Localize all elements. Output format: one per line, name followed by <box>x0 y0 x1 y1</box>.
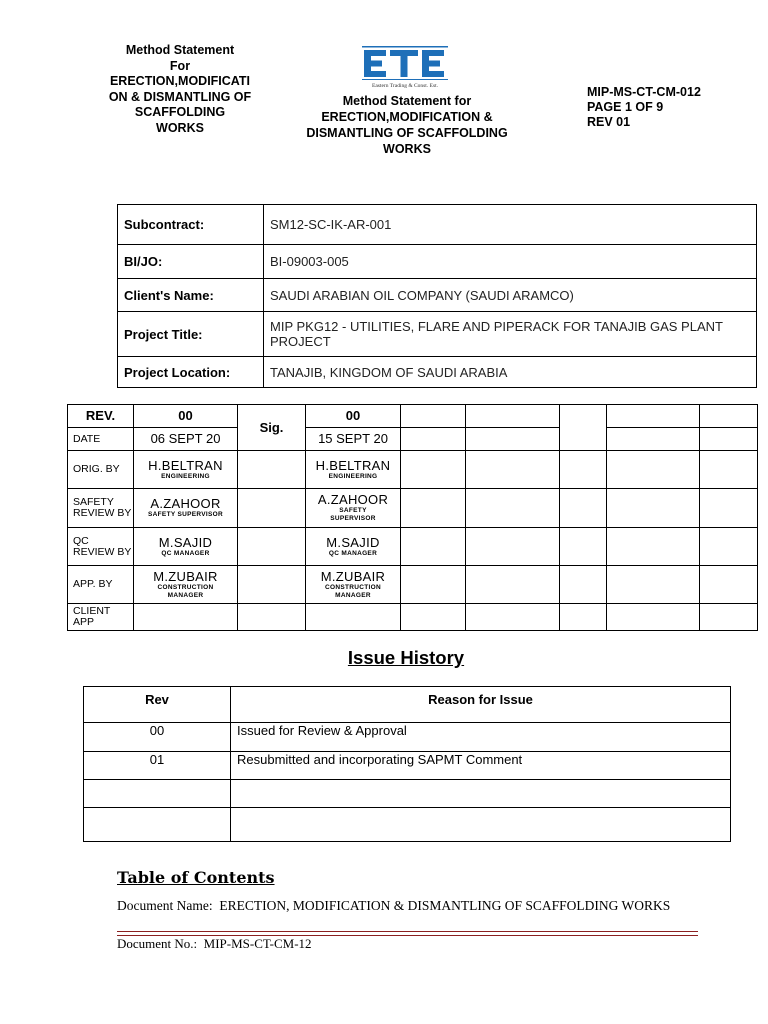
history-header-row <box>84 687 731 723</box>
header-center-line: Method Statement for <box>342 94 472 108</box>
empty-cell <box>607 528 700 566</box>
issue-history-title: Issue History <box>347 647 465 668</box>
signoff-label: SAFETY REVIEW BY <box>68 489 134 528</box>
date-value: 06 SEPT 20 <box>134 428 238 451</box>
info-value: MIP PKG12 - UTILITIES, FLARE AND PIPERACK FOR TANAJIB GAS PLANT PROJECT <box>264 312 757 357</box>
issue-history-table <box>83 686 731 842</box>
signoff-label: APP. BY <box>68 566 134 604</box>
signoff-entry <box>134 528 238 566</box>
empty-cell <box>466 528 560 566</box>
date-value: 15 SEPT 20 <box>306 428 401 451</box>
signer-name: A.ZAHOOR <box>150 496 221 511</box>
empty-cell <box>560 604 607 631</box>
signoff-label: QC REVIEW BY <box>68 528 134 566</box>
history-col-rev: Rev <box>84 687 231 723</box>
empty-cell <box>607 451 700 489</box>
header-center-line: WORKS <box>383 142 431 156</box>
signer-role: QC MANAGER <box>328 549 378 557</box>
header-left-line: Method Statement <box>125 43 235 57</box>
header-left-line: WORKS <box>156 120 204 135</box>
signoff-row <box>68 528 758 566</box>
empty-cell <box>560 489 607 528</box>
ete-logo-mark <box>362 42 448 94</box>
document-name-label: Document Name: <box>117 898 213 913</box>
signoff-entry <box>306 528 401 566</box>
empty-cell <box>607 428 700 451</box>
signoff-entry <box>134 489 238 528</box>
signature-cell <box>238 489 306 528</box>
info-row <box>118 205 757 245</box>
signoff-row <box>68 489 758 528</box>
info-value: TANAJIB, KINGDOM OF SAUDI ARABIA <box>264 357 757 388</box>
rev-value: 00 <box>134 405 238 428</box>
empty-cell <box>401 604 466 631</box>
empty-cell <box>401 405 466 428</box>
revision-number: REV 01 <box>587 115 631 129</box>
empty-cell <box>700 428 758 451</box>
signoff-entry <box>306 451 401 489</box>
date-row <box>68 428 758 451</box>
empty-cell <box>607 405 700 428</box>
history-col-reason: Reason for Issue <box>231 687 731 723</box>
history-reason: Issued for Review & Approval <box>231 723 731 752</box>
header-center-line: DISMANTLING OF SCAFFOLDING <box>306 126 508 140</box>
empty-cell <box>700 566 758 604</box>
signer-role: SAFETY SUPERVISOR <box>148 511 223 518</box>
signer-name: M.SAJID <box>158 534 213 550</box>
table-row <box>84 808 731 842</box>
table-row <box>84 780 731 808</box>
document-name <box>117 897 677 914</box>
signer-name: M.ZUBAIR <box>153 568 218 584</box>
history-reason <box>231 780 731 808</box>
revision-signature-table <box>67 404 758 631</box>
signoff-entry <box>306 566 401 604</box>
info-label: BI/JO: <box>118 245 264 279</box>
signoff-label: ORIG. BY <box>68 451 134 489</box>
empty-cell <box>401 528 466 566</box>
empty-cell <box>700 451 758 489</box>
signature-cell <box>238 566 306 604</box>
info-label: Client's Name: <box>118 279 264 312</box>
signer-role: CONSTRUCTION MANAGER <box>157 583 214 599</box>
signer-name: H.BELTRAN <box>148 457 223 473</box>
empty-cell <box>401 566 466 604</box>
empty-cell <box>560 405 607 451</box>
signer-name: H.BELTRAN <box>315 457 391 473</box>
empty-cell <box>607 604 700 631</box>
info-row <box>118 279 757 312</box>
signoff-entry <box>134 451 238 489</box>
project-info-table <box>117 204 757 388</box>
rev-value: 00 <box>306 405 401 428</box>
signature-cell <box>238 528 306 566</box>
header-left-line: ON & DISMANTLING OF <box>108 89 252 104</box>
empty-cell <box>466 604 560 631</box>
empty-cell <box>401 489 466 528</box>
header-left-line: SCAFFOLDING <box>134 105 226 119</box>
info-label: Project Location: <box>118 357 264 388</box>
empty-cell <box>607 489 700 528</box>
signature-cell <box>238 451 306 489</box>
document-no-label: Document No.: <box>117 936 198 951</box>
table-row <box>84 723 731 752</box>
empty-cell <box>560 528 607 566</box>
signoff-row <box>68 604 758 631</box>
empty-cell <box>700 604 758 631</box>
info-row <box>118 245 757 279</box>
rev-row <box>68 405 758 428</box>
divider-rule <box>117 931 698 932</box>
signer-role: SAFETY SUPERVISOR <box>330 507 376 522</box>
header-center-line: ERECTION,MODIFICATION & <box>321 110 493 124</box>
page-number: PAGE 1 OF 9 <box>587 100 664 114</box>
signoff-row <box>68 451 758 489</box>
info-value: SAUDI ARABIAN OIL COMPANY (SAUDI ARAMCO) <box>264 279 757 312</box>
info-value: BI-09003-005 <box>264 245 757 279</box>
document-number-footer <box>117 936 312 952</box>
signoff-row <box>68 566 758 604</box>
signoff-label <box>68 604 134 631</box>
toc-title: Table of Contents <box>117 868 275 887</box>
signer-role: QC MANAGER <box>161 549 210 557</box>
empty-cell <box>466 405 560 428</box>
signer-name: A.ZAHOOR <box>317 492 389 507</box>
history-rev <box>84 780 231 808</box>
empty-cell <box>560 451 607 489</box>
header-left-title <box>92 43 268 136</box>
document-name-value: ERECTION, MODIFICATION & DISMANTLING OF SCAFFOLDING WORKS <box>219 898 671 913</box>
empty-cell <box>466 566 560 604</box>
empty-cell <box>401 451 466 489</box>
empty-cell <box>466 428 560 451</box>
header-left-line: For <box>169 58 191 73</box>
info-row <box>118 357 757 388</box>
empty-cell <box>306 604 401 631</box>
sig-label: Sig. <box>238 405 306 451</box>
info-row <box>118 312 757 357</box>
empty-cell <box>700 489 758 528</box>
signer-role: CONSTRUCTION MANAGER <box>325 583 381 599</box>
document-no-value: MIP-MS-CT-CM-12 <box>203 936 312 951</box>
info-value: SM12-SC-IK-AR-001 <box>264 205 757 245</box>
empty-cell <box>700 405 758 428</box>
history-rev: 01 <box>84 752 231 780</box>
signer-role: ENGINEERING <box>328 472 378 480</box>
history-rev: 00 <box>84 723 231 752</box>
document-reference <box>587 85 701 130</box>
header-left-line: ERECTION,MODIFICATI <box>109 74 251 88</box>
empty-cell <box>134 604 238 631</box>
history-reason <box>231 808 731 842</box>
client-app-label: CLIENT APP <box>73 605 111 628</box>
signer-name: M.SAJID <box>326 534 380 550</box>
empty-cell <box>560 566 607 604</box>
signer-name: M.ZUBAIR <box>320 568 386 584</box>
signer-role: ENGINEERING <box>161 472 210 480</box>
empty-cell <box>700 528 758 566</box>
rev-label: REV. <box>68 405 134 428</box>
empty-cell <box>466 489 560 528</box>
signature-cell <box>238 604 306 631</box>
history-rev <box>84 808 231 842</box>
logo-tagline: Eastern Trading & Const. Est. <box>371 83 439 89</box>
info-label: Subcontract: <box>118 205 264 245</box>
document-number: MIP-MS-CT-CM-012 <box>587 85 701 99</box>
empty-cell <box>466 451 560 489</box>
table-row <box>84 752 731 780</box>
empty-cell <box>401 428 466 451</box>
date-label: DATE <box>68 428 134 451</box>
info-label: Project Title: <box>118 312 264 357</box>
empty-cell <box>607 566 700 604</box>
company-logo <box>362 42 448 94</box>
history-reason: Resubmitted and incorporating SAPMT Comment <box>231 752 731 780</box>
header-center-title <box>286 93 528 157</box>
signoff-entry <box>306 489 401 528</box>
signoff-entry <box>134 566 238 604</box>
